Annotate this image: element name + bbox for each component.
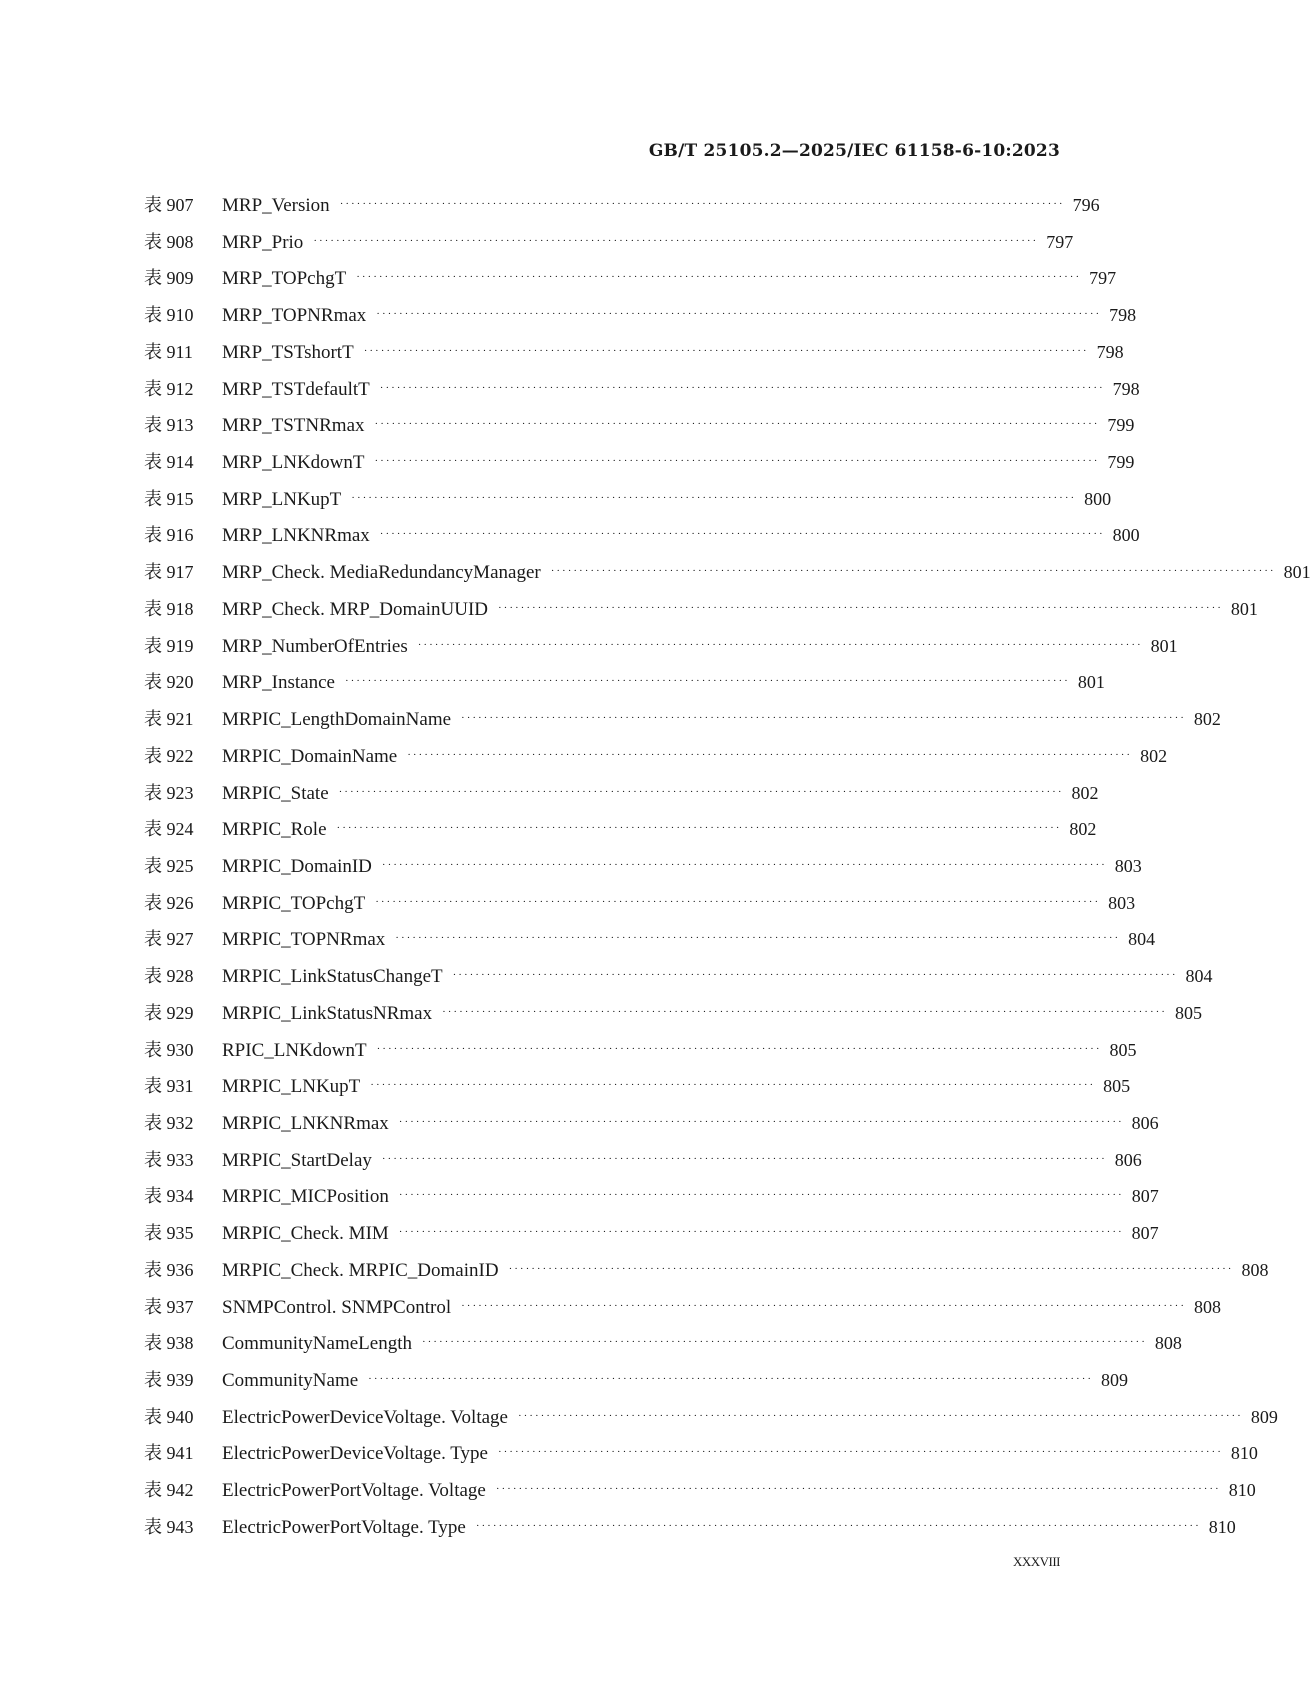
- toc-entry-title: MRPIC_StartDelay: [222, 1149, 372, 1171]
- toc-entry[interactable]: [144, 301, 1137, 338]
- toc-entry[interactable]: [144, 1513, 1236, 1550]
- toc-page-number: 810: [1228, 1480, 1256, 1501]
- toc-table-number: 表 920: [144, 672, 194, 693]
- toc-page-number: 797: [1046, 231, 1074, 252]
- toc-dot-leader: ································································································································: [381, 1152, 1107, 1165]
- toc-dot-leader: ································································································································: [498, 601, 1223, 614]
- toc-entry[interactable]: [144, 632, 1178, 669]
- toc-entry[interactable]: [144, 1072, 1131, 1109]
- toc-entry-title: MRPIC_DomainID: [222, 855, 372, 877]
- toc-page-number: 804: [1128, 929, 1156, 950]
- toc-page-number: 802: [1071, 782, 1099, 803]
- toc-entry-title: MRPIC_LinkStatusNRmax: [222, 1002, 433, 1024]
- toc-entry[interactable]: [144, 999, 1202, 1036]
- toc-table-number: 表 932: [144, 1112, 194, 1133]
- toc-entry[interactable]: [144, 668, 1105, 705]
- toc-entry[interactable]: [144, 852, 1142, 889]
- toc-page-number: 804: [1185, 966, 1213, 987]
- toc-table-number: 表 936: [144, 1259, 194, 1280]
- toc-dot-leader: ································································································································: [475, 1519, 1201, 1532]
- toc-entry-title: MRP_LNKdownT: [222, 452, 365, 474]
- toc-table-number: 表 909: [144, 268, 194, 289]
- toc-page-number: 806: [1114, 1149, 1142, 1170]
- toc-table-number: 表 930: [144, 1039, 194, 1060]
- toc-dot-leader: ································································································································: [376, 308, 1102, 321]
- toc-table-number: 表 924: [144, 819, 194, 840]
- toc-entry-title: MRP_Check. MediaRedundancyManager: [222, 562, 541, 584]
- toc-dot-leader: ································································································································: [336, 822, 1062, 835]
- toc-entry[interactable]: [144, 521, 1140, 558]
- toc-page-number: 799: [1107, 415, 1135, 436]
- toc-entry-title: MRP_Prio: [222, 231, 304, 253]
- toc-dot-leader: ································································································································: [398, 1226, 1124, 1239]
- toc-page-number: 808: [1154, 1333, 1182, 1354]
- toc-table-number: 表 922: [144, 745, 194, 766]
- toc-table-number: 表 935: [144, 1223, 194, 1244]
- toc-page-number: 806: [1131, 1112, 1159, 1133]
- toc-entry[interactable]: [144, 191, 1100, 228]
- toc-dot-leader: ································································································································: [338, 785, 1064, 798]
- toc-dot-leader: ································································································································: [417, 638, 1143, 651]
- toc-dot-leader: ································································································································: [374, 455, 1100, 468]
- toc-entry[interactable]: [144, 411, 1135, 448]
- toc-entry-title: MRP_LNKupT: [222, 488, 342, 510]
- toc-entry-title: MRPIC_MICPosition: [222, 1186, 389, 1208]
- toc-table-number: 表 931: [144, 1076, 194, 1097]
- toc-dot-leader: ································································································································: [398, 1189, 1124, 1202]
- toc-page-number: 809: [1250, 1406, 1278, 1427]
- toc-entry[interactable]: [144, 1366, 1129, 1403]
- toc-entry[interactable]: [144, 1476, 1256, 1513]
- toc-entry[interactable]: [144, 1036, 1137, 1073]
- toc-entry[interactable]: [144, 338, 1124, 375]
- toc-entry-title: MRPIC_DomainName: [222, 745, 398, 767]
- toc-table-number: 表 925: [144, 855, 194, 876]
- toc-dot-leader: ································································································································: [497, 1446, 1223, 1459]
- toc-page-number: 803: [1108, 892, 1136, 913]
- toc-dot-leader: ································································································································: [407, 748, 1133, 761]
- toc-table-number: 表 910: [144, 305, 194, 326]
- toc-entry-title: MRP_TSTdefaultT: [222, 378, 370, 400]
- toc-entry-title: CommunityNameLength: [222, 1333, 412, 1355]
- toc-page-number: 810: [1230, 1443, 1258, 1464]
- toc-dot-leader: ································································································································: [344, 675, 1070, 688]
- toc-entry-title: MRPIC_LengthDomainName: [222, 709, 452, 731]
- toc-page-number: 798: [1096, 341, 1124, 362]
- toc-entry-title: RPIC_LNKdownT: [222, 1039, 367, 1061]
- toc-page-number: 805: [1174, 1002, 1202, 1023]
- table-of-contents-list: [144, 191, 1311, 1550]
- toc-page-number: 808: [1241, 1259, 1269, 1280]
- toc-page-number: 800: [1112, 525, 1140, 546]
- toc-page-number: 802: [1069, 819, 1097, 840]
- toc-page-number: 801: [1150, 635, 1178, 656]
- toc-table-number: 表 916: [144, 525, 194, 546]
- toc-entry[interactable]: [144, 742, 1168, 779]
- toc-entry[interactable]: [144, 1293, 1221, 1330]
- toc-dot-leader: ································································································································: [398, 1115, 1124, 1128]
- toc-dot-leader: ································································································································: [339, 198, 1065, 210]
- toc-dot-leader: ································································································································: [421, 1336, 1147, 1349]
- toc-table-number: 表 933: [144, 1149, 194, 1170]
- toc-dot-leader: ································································································································: [461, 1299, 1186, 1312]
- toc-table-number: 表 919: [144, 635, 194, 656]
- toc-page-number: 797: [1089, 268, 1117, 289]
- toc-entry-title: MRPIC_Check. MIM: [222, 1223, 389, 1245]
- toc-entry[interactable]: [144, 1219, 1159, 1256]
- toc-table-number: 表 911: [144, 341, 193, 362]
- toc-entry[interactable]: [144, 962, 1213, 999]
- toc-table-number: 表 907: [144, 195, 194, 215]
- toc-dot-leader: ································································································································: [375, 895, 1101, 908]
- toc-entry[interactable]: [144, 925, 1156, 962]
- toc-table-number: 表 939: [144, 1370, 194, 1390]
- toc-entry[interactable]: [144, 705, 1221, 742]
- toc-table-number: 表 914: [144, 452, 194, 473]
- toc-entry-title: MRPIC_LinkStatusChangeT: [222, 966, 443, 988]
- toc-dot-leader: ································································································································: [452, 969, 1178, 982]
- toc-entry[interactable]: [144, 1439, 1258, 1476]
- toc-entry-title: MRPIC_Check. MRPIC_DomainID: [222, 1259, 499, 1281]
- toc-table-number: 表 923: [144, 782, 194, 803]
- toc-entry-title: SNMPControl. SNMPControl: [222, 1296, 452, 1318]
- toc-dot-leader: ································································································································: [363, 344, 1089, 357]
- toc-entry-title: MRP_Instance: [222, 672, 335, 694]
- toc-entry-title: MRPIC_TOPNRmax: [222, 929, 386, 951]
- toc-entry-title: MRP_TOPNRmax: [222, 305, 367, 327]
- toc-dot-leader: ································································································································: [381, 858, 1107, 871]
- toc-table-number: 表 928: [144, 966, 194, 987]
- toc-table-number: 表 937: [144, 1296, 194, 1317]
- toc-table-number: 表 918: [144, 598, 194, 619]
- toc-page-number: 798: [1112, 378, 1140, 399]
- toc-page-number: 807: [1131, 1223, 1159, 1244]
- toc-entry-title: MRPIC_Role: [222, 819, 327, 841]
- toc-table-number: 表 915: [144, 488, 194, 509]
- toc-table-number: 表 938: [144, 1333, 194, 1354]
- toc-table-number: 表 926: [144, 892, 194, 913]
- toc-dot-leader: ································································································································: [517, 1409, 1243, 1422]
- toc-entry[interactable]: [144, 228, 1074, 265]
- toc-table-number: 表 940: [144, 1406, 194, 1427]
- toc-entry[interactable]: [144, 375, 1140, 412]
- toc-page-number: 801: [1230, 598, 1258, 619]
- toc-table-number: 表 941: [144, 1443, 194, 1464]
- toc-table-number: 表 912: [144, 378, 194, 399]
- toc-entry[interactable]: [144, 448, 1135, 485]
- toc-entry[interactable]: [144, 1182, 1159, 1219]
- toc-page-number: 805: [1109, 1039, 1137, 1060]
- toc-page-number: 808: [1194, 1296, 1221, 1317]
- toc-dot-leader: ································································································································: [374, 418, 1100, 431]
- toc-entry-title: ElectricPowerDeviceVoltage. Voltage: [222, 1406, 508, 1428]
- toc-table-number: 表 921: [144, 709, 194, 730]
- toc-entry[interactable]: [144, 485, 1112, 522]
- toc-entry-title: MRP_Version: [222, 195, 330, 216]
- toc-dot-leader: ································································································································: [368, 1373, 1094, 1385]
- toc-dot-leader: ································································································································: [550, 565, 1276, 578]
- toc-entry[interactable]: [144, 1146, 1142, 1183]
- toc-entry[interactable]: [144, 815, 1097, 852]
- toc-table-number: 表 927: [144, 929, 194, 950]
- toc-dot-leader: ································································································································: [461, 712, 1186, 725]
- toc-entry-title: ElectricPowerDeviceVoltage. Type: [222, 1443, 488, 1465]
- toc-table-number: 表 934: [144, 1186, 194, 1207]
- toc-dot-leader: ································································································································: [395, 932, 1121, 945]
- toc-dot-leader: ································································································································: [370, 1079, 1096, 1092]
- toc-page-number: 809: [1101, 1370, 1129, 1390]
- toc-entry[interactable]: [144, 779, 1099, 816]
- toc-entry-title: MRPIC_State: [222, 782, 329, 804]
- toc-entry-title: MRP_TSTNRmax: [222, 415, 365, 437]
- toc-page-number: 798: [1109, 305, 1137, 326]
- toc-dot-leader: ································································································································: [376, 1042, 1102, 1055]
- toc-page-number: 803: [1114, 855, 1142, 876]
- toc-dot-leader: ································································································································: [379, 381, 1105, 394]
- toc-dot-leader: ································································································································: [351, 491, 1077, 504]
- toc-entry-title: ElectricPowerPortVoltage. Voltage: [222, 1480, 486, 1502]
- toc-dot-leader: ································································································································: [379, 528, 1105, 541]
- toc-entry-title: MRPIC_LNKNRmax: [222, 1112, 389, 1134]
- toc-table-number: 表 943: [144, 1516, 194, 1537]
- standard-number-header: GB/T 25105.2—2025/IEC 61158-6-10:2023: [648, 141, 1060, 161]
- toc-entry[interactable]: [144, 264, 1117, 301]
- toc-entry-title: MRP_TOPchgT: [222, 268, 347, 290]
- toc-entry-title: MRP_LNKNRmax: [222, 525, 370, 547]
- toc-page-number: 810: [1208, 1516, 1236, 1537]
- toc-page-number: 802: [1193, 709, 1221, 730]
- toc-entry[interactable]: [144, 1256, 1269, 1293]
- toc-page-number: 801: [1283, 562, 1311, 583]
- toc-entry-title: CommunityName: [222, 1370, 359, 1391]
- toc-page-number: 805: [1103, 1076, 1131, 1097]
- toc-dot-leader: ································································································································: [495, 1483, 1221, 1496]
- toc-page-number: 807: [1131, 1186, 1159, 1207]
- page-number: XXXVIII: [1012, 1554, 1060, 1569]
- toc-entry-title: MRP_Check. MRP_DomainUUID: [222, 598, 489, 620]
- toc-entry-title: ElectricPowerPortVoltage. Type: [222, 1516, 466, 1538]
- toc-table-number: 表 929: [144, 1002, 194, 1023]
- toc-page-number: 802: [1140, 745, 1168, 766]
- toc-page-number: 796: [1072, 195, 1100, 215]
- toc-dot-leader: ································································································································: [508, 1262, 1234, 1275]
- toc-entry-title: MRP_TSTshortT: [222, 341, 354, 363]
- toc-entry-title: MRP_NumberOfEntries: [222, 635, 408, 657]
- toc-page-number: 801: [1077, 672, 1105, 693]
- toc-entry[interactable]: [144, 558, 1311, 595]
- toc-dot-leader: ································································································································: [442, 1005, 1167, 1018]
- toc-table-number: 表 913: [144, 415, 194, 436]
- toc-dot-leader: ································································································································: [313, 234, 1039, 247]
- toc-entry[interactable]: [144, 1109, 1159, 1146]
- toc-page-number: 800: [1084, 488, 1112, 509]
- toc-entry-title: MRPIC_TOPchgT: [222, 892, 366, 914]
- toc-dot-leader: ································································································································: [356, 271, 1082, 284]
- toc-entry-title: MRPIC_LNKupT: [222, 1076, 361, 1098]
- toc-entry[interactable]: [144, 595, 1258, 632]
- toc-entry[interactable]: [144, 1403, 1278, 1440]
- toc-entry[interactable]: [144, 889, 1136, 926]
- toc-entry[interactable]: [144, 1329, 1182, 1366]
- toc-page-number: 799: [1107, 452, 1135, 473]
- toc-table-number: 表 942: [144, 1480, 194, 1501]
- toc-table-number: 表 908: [144, 231, 194, 252]
- toc-table-number: 表 917: [144, 562, 194, 583]
